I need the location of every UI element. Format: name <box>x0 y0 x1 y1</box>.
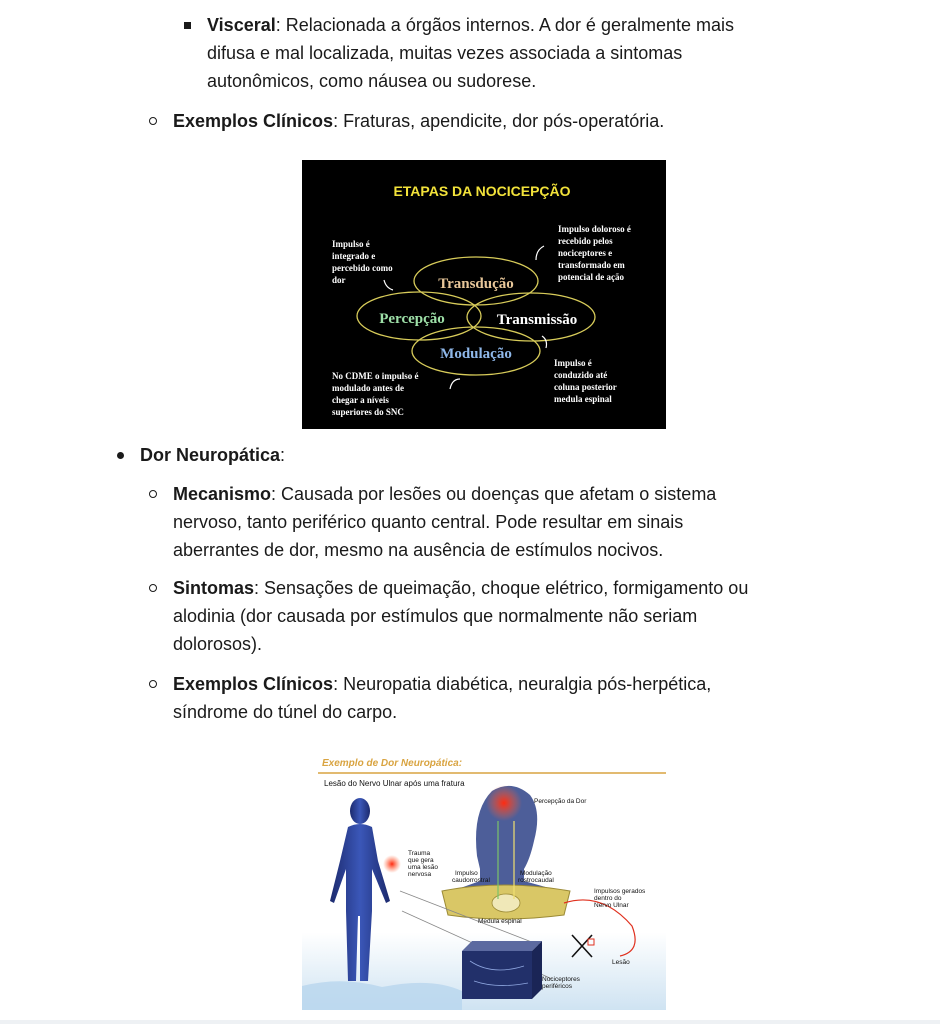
neuropathic-term: Dor Neuropática <box>140 445 281 465</box>
svg-text:modulado antes de: modulado antes de <box>332 383 405 393</box>
figure-subtitle: Lesão do Nervo Ulnar após uma fratura <box>324 779 465 788</box>
label-transducao: Transdução <box>438 276 514 292</box>
trauma-pain-spot <box>383 855 401 873</box>
mechanism-line-3: aberrantes de dor, mesmo na ausência de estímulos nocivos. <box>173 540 664 560</box>
circle-bullet-icon <box>149 490 157 498</box>
visceral-line-2: difusa e mal localizada, muitas vezes associada a sintomas <box>207 43 683 63</box>
label-transmissao: Transmissão <box>496 312 578 328</box>
mechanism-term: Mecanismo <box>173 484 272 504</box>
symptoms-term: Sintomas <box>173 578 255 598</box>
neuropathic-figure-svg <box>302 751 666 1010</box>
svg-text:periféricos: periféricos <box>542 983 572 990</box>
svg-text:Impulso é: Impulso é <box>332 239 370 249</box>
svg-text:que gera: que gera <box>408 857 434 864</box>
svg-text:coluna posterior: coluna posterior <box>554 382 617 392</box>
svg-text:caudorrostral: caudorrostral <box>452 877 490 884</box>
neuropathic-examples-line-1: Exemplos Clínicos: Neuropatia diabética, neuralgia pós-herpética, <box>173 674 712 694</box>
symptoms-line-3: dolorosos). <box>173 634 263 654</box>
visceral-term: Visceral <box>207 15 276 35</box>
circle-bullet-icon <box>149 584 157 592</box>
svg-text:Impulso: Impulso <box>455 870 478 877</box>
svg-text:dentro do: dentro do <box>594 895 622 902</box>
neuropathic-example-figure <box>302 751 666 1010</box>
label-percepcao: Percepção <box>379 311 445 327</box>
circle-bullet-icon <box>149 117 157 125</box>
svg-text:conduzido até: conduzido até <box>554 370 608 380</box>
nocicepcao-diagram-svg <box>302 160 666 429</box>
spinal-cord-core <box>492 894 520 912</box>
svg-text:Trauma: Trauma <box>408 850 431 857</box>
svg-text:chegar a níveis: chegar a níveis <box>332 395 389 405</box>
svg-text:nociceptores e: nociceptores e <box>558 248 613 258</box>
symptoms-line-2: alodinia (dor causada por estímulos que normalmente não seriam <box>173 606 698 626</box>
visceral-line-1: Visceral: Relacionada a órgãos internos. A dor é geralmente mais <box>207 15 735 35</box>
brain-pain-spot <box>486 785 522 821</box>
svg-text:medula espinal: medula espinal <box>554 394 612 404</box>
svg-text:uma lesão: uma lesão <box>408 864 438 871</box>
nocicepcao-diagram <box>302 160 666 429</box>
svg-text:integrado e: integrado e <box>332 251 376 261</box>
svg-text:Modulação: Modulação <box>520 870 552 877</box>
svg-text:rostrocaudal: rostrocaudal <box>518 877 554 884</box>
svg-text:Impulso é: Impulso é <box>554 358 592 368</box>
svg-text:Nociceptores: Nociceptores <box>542 976 580 983</box>
visceral-line-3: autonômicos, como náusea ou sudorese. <box>207 71 537 91</box>
neuropathic-examples-term: Exemplos Clínicos <box>173 674 334 694</box>
neuropathic-examples-line-2: síndrome do túnel do carpo. <box>173 702 398 722</box>
svg-text:transformado em: transformado em <box>558 260 625 270</box>
nociceptive-examples-term: Exemplos Clínicos <box>173 111 334 131</box>
mechanism-line-1: Mecanismo: Causada por lesões ou doenças que afetam o sistema <box>173 484 717 504</box>
bottom-scroll-edge <box>0 1020 940 1024</box>
svg-text:Impulsos gerados: Impulsos gerados <box>594 888 646 895</box>
svg-text:No CDME o impulso é: No CDME o impulso é <box>332 371 419 381</box>
svg-text:Nervo Ulnar: Nervo Ulnar <box>594 902 629 909</box>
svg-text:Impulso doloroso é: Impulso doloroso é <box>558 224 631 234</box>
svg-text:potencial de ação: potencial de ação <box>558 272 624 282</box>
neuropathic-heading: Dor Neuropática: <box>140 445 286 465</box>
label-modulacao: Modulação <box>440 346 512 362</box>
square-bullet-icon <box>184 22 191 29</box>
nociceptors-block <box>462 941 542 999</box>
mechanism-line-2: nervoso, tanto periférico quanto central. Pode resultar em sinais <box>173 512 684 532</box>
svg-text:Medula espinal: Medula espinal <box>478 918 522 925</box>
circle-bullet-icon <box>149 680 157 688</box>
svg-text:nervosa: nervosa <box>408 871 432 878</box>
figure-title: Exemplo de Dor Neuropática: <box>322 758 463 769</box>
svg-text:dor: dor <box>332 275 346 285</box>
svg-text:percebido como: percebido como <box>332 263 393 273</box>
nociceptive-examples-line: Exemplos Clínicos: Fraturas, apendicite, dor pós-operatória. <box>173 111 665 131</box>
svg-text:recebido pelos: recebido pelos <box>558 236 613 246</box>
diagram-title: ETAPAS DA NOCICEPÇÃO <box>393 183 571 199</box>
svg-text:Percepção da Dor: Percepção da Dor <box>534 798 587 805</box>
svg-text:superiores do SNC: superiores do SNC <box>332 407 404 417</box>
svg-text:Lesão: Lesão <box>612 959 630 966</box>
disc-bullet-icon <box>117 452 124 459</box>
symptoms-line-1: Sintomas: Sensações de queimação, choque elétrico, formigamento ou <box>173 578 749 598</box>
